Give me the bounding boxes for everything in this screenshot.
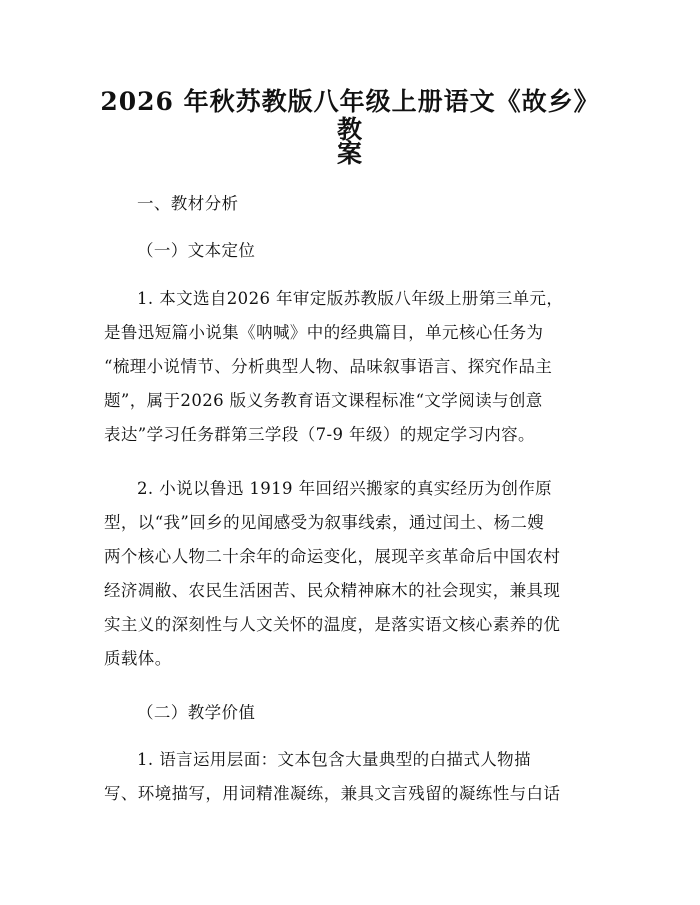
paragraph-line: 2. 小说以鲁迅 1919 年回绍兴搬家的真实经历为创作原 bbox=[137, 479, 553, 498]
paragraph-line: “梳理小说情节、分析典型人物、品味叙事语言、探究作品主 bbox=[104, 357, 553, 376]
paragraph-line: 1. 本文选自2026 年审定版苏教版八年级上册第三单元， bbox=[137, 289, 564, 308]
subsection-heading: （一）文本定位 bbox=[137, 241, 256, 260]
document-title-line-2: 案 bbox=[336, 139, 363, 168]
paragraph-line: 型，以“我”回乡的见闻感受为叙事线索，通过闰土、杨二嫂 bbox=[104, 513, 545, 532]
paragraph-line: 表达”学习任务群第三学段（7-9 年级）的规定学习内容。 bbox=[104, 425, 535, 444]
paragraph-line: 题”，属于2026 版义务教育语文课程标准“文学阅读与创意 bbox=[104, 391, 543, 410]
paragraph-line: 实主义的深刻性与人文关怀的温度，是落实语文核心素养的优 bbox=[104, 615, 561, 634]
paragraph-line: 1. 语言运用层面：文本包含大量典型的白描式人物描 bbox=[137, 750, 531, 769]
paragraph-line: 质载体。 bbox=[104, 649, 172, 668]
subsection-heading: （二）教学价值 bbox=[137, 703, 256, 722]
paragraph-line: 经济凋敝、农民生活困苦、民众精神麻木的社会现实，兼具现 bbox=[104, 581, 561, 600]
section-heading: 一、教材分析 bbox=[137, 194, 239, 213]
paragraph-line: 是鲁迅短篇小说集《呐喊》中的经典篇目，单元核心任务为 bbox=[104, 323, 544, 342]
document-title-line-1: 2026 年秋苏教版八年级上册语文《故乡》教 bbox=[100, 87, 600, 144]
paragraph-line: 写、环境描写，用词精准凝练，兼具文言残留的凝练性与白话 bbox=[104, 784, 561, 803]
paragraph-line: 两个核心人物二十余年的命运变化，展现辛亥革命后中国农村 bbox=[104, 547, 561, 566]
